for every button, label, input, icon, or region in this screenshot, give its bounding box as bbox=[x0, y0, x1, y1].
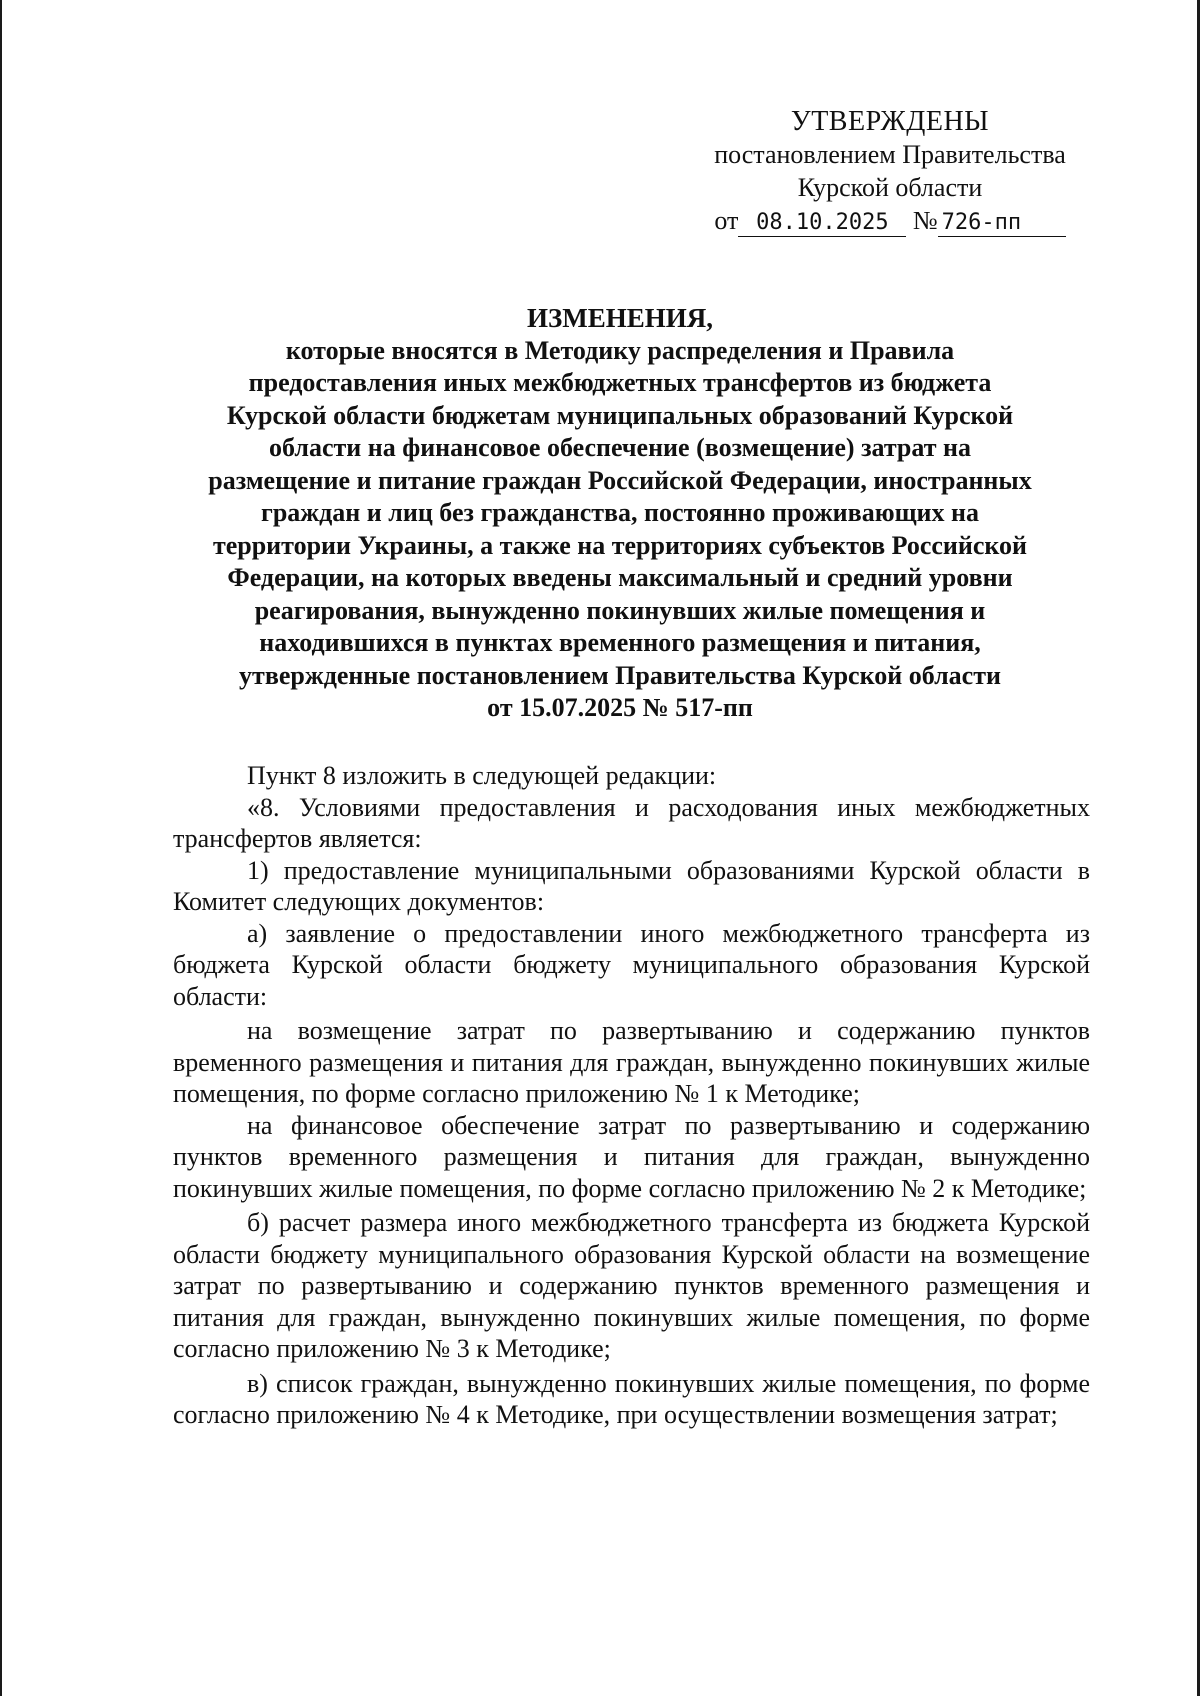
body-paragraph: на финансовое обеспечение затрат по развертыванию и содержанию пунктов временного размещения и питания для граждан, вынужденно покинувших жилые помещения, по форме согласно приложению № 2 к Методике; bbox=[173, 1110, 1090, 1203]
scan-border-left bbox=[0, 0, 2, 1696]
heading-line: которые вносятся в Методику распределения и Правила bbox=[285, 335, 955, 365]
approval-title: УТВЕРЖДЕНЫ bbox=[790, 106, 990, 137]
heading-line: находившихся в пунктах временного размещения и питания, bbox=[259, 628, 981, 657]
heading-line: реагирования, вынужденно покинувших жилые помещения и bbox=[254, 595, 986, 625]
approval-line-1: постановлением Правительства bbox=[714, 140, 1066, 169]
heading-line: Федерации, на которых введены максимальный и средний уровни bbox=[227, 563, 1013, 592]
document-heading bbox=[170, 302, 1070, 725]
body-paragraph: на возмещение затрат по развертыванию и содержанию пунктов временного размещения и питания для граждан, вынужденно покинувших жилые помещения, по форме согласно приложению № 1 к Методике; bbox=[173, 1016, 1090, 1108]
heading-line: области на финансовое обеспечение (возмещение) затрат на bbox=[269, 433, 971, 462]
heading-line: Курской области бюджетам муниципальных образований Курской bbox=[226, 400, 1014, 430]
heading-line: граждан и лиц без гражданства, постоянно проживающих на bbox=[261, 498, 979, 527]
body-paragraph: а) заявление о предоставлении иного межбюджетного трансферта из бюджета Курской области бюджету муниципального образования Курской области: bbox=[173, 918, 1090, 1011]
heading-title: ИЗМЕНЕНИЯ, bbox=[526, 303, 713, 333]
approval-stamp-block bbox=[690, 105, 1090, 237]
approval-date-row bbox=[690, 204, 1090, 237]
heading-line: утвержденные постановлением Правительства Курской области bbox=[239, 660, 1001, 690]
body-paragraph: «8. Условиями предоставления и расходования иных межбюджетных трансфертов является: bbox=[173, 792, 1090, 853]
approval-number: 726-пп bbox=[938, 210, 1066, 237]
heading-line: предоставления иных межбюджетных трансфертов из бюджета bbox=[248, 368, 992, 397]
heading-line: размещение и питание граждан Российской Федерации, иностранных bbox=[208, 465, 1032, 495]
approval-line-2: Курской области bbox=[797, 173, 983, 202]
approval-number-prefix: № bbox=[912, 206, 938, 235]
approval-date: 08.10.2025 bbox=[738, 210, 906, 237]
heading-line: территории Украины, а также на территориях субъектов Российской bbox=[212, 530, 1028, 560]
heading-line: от 15.07.2025 № 517-пп bbox=[487, 693, 753, 722]
approval-date-prefix: от bbox=[714, 206, 739, 235]
body-paragraph: в) список граждан, вынужденно покинувших жилые помещения, по форме согласно приложению № 4 к Методике, при осуществлении возмещения затрат; bbox=[173, 1368, 1090, 1429]
body-paragraph: 1) предоставление муниципальными образованиями Курской области в Комитет следующих документов: bbox=[173, 855, 1090, 916]
body-paragraph: б) расчет размера иного межбюджетного трансферта из бюджета Курской области бюджету муниципального образования Курской области на возмещение затрат по развертыванию и содержанию пунктов временного размещения и питания для граждан, вынужденно покинувших жилые помещения, по форме согласно приложению № 3 к Методике; bbox=[173, 1208, 1090, 1363]
body-paragraph: Пункт 8 изложить в следующей редакции: bbox=[247, 761, 717, 790]
document-body bbox=[173, 760, 1090, 1431]
